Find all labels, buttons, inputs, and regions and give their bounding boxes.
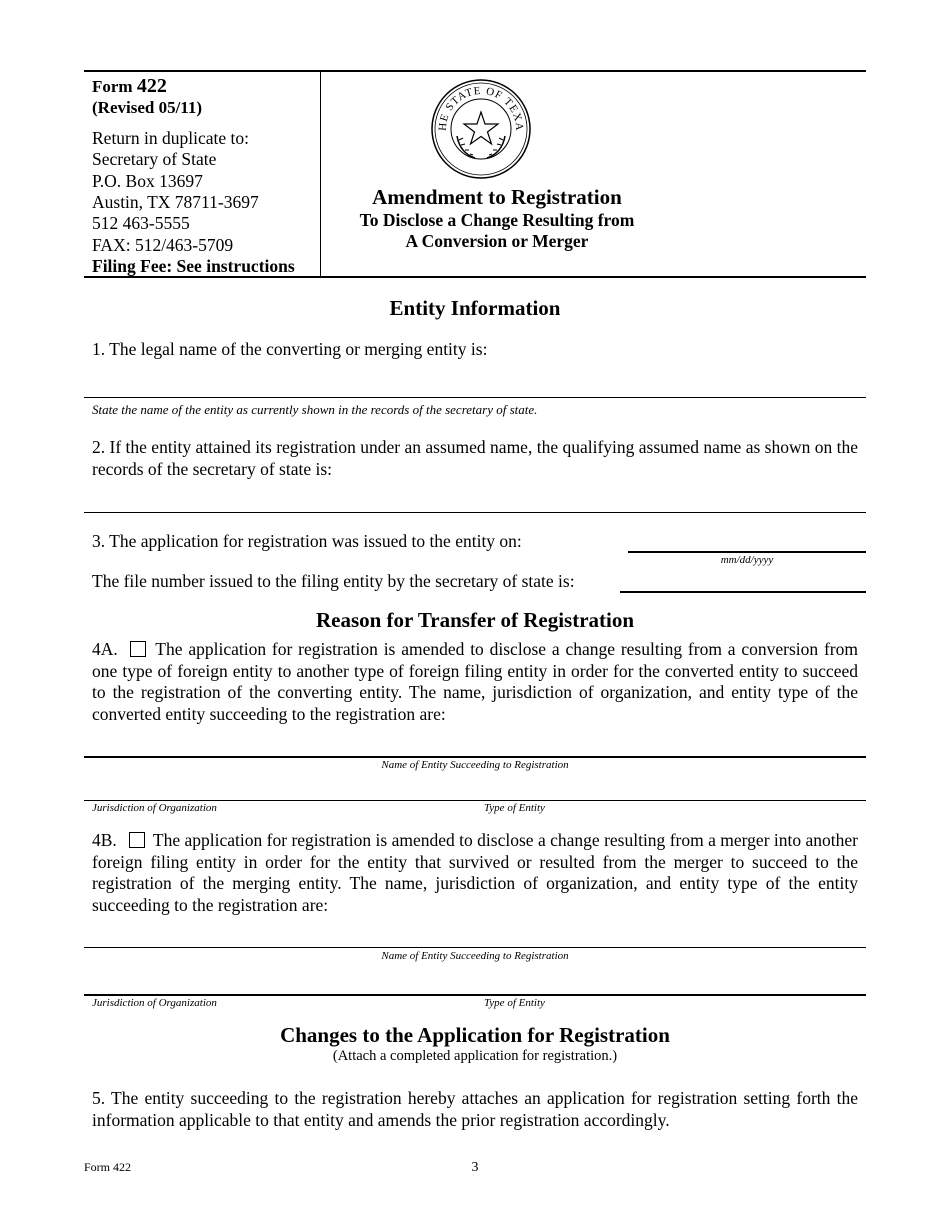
- revised-date: (Revised 05/11): [92, 98, 203, 117]
- address-line: 512 463-5555: [92, 213, 190, 233]
- address-line: Return in duplicate to:: [92, 128, 249, 148]
- 4a-entity-name-field[interactable]: [84, 756, 866, 758]
- option-4b-label: 4B.: [92, 830, 117, 850]
- 4b-type-caption: Type of Entity: [484, 997, 545, 1009]
- form-subtitle-2: A Conversion or Merger: [405, 231, 589, 251]
- assumed-name-field[interactable]: [84, 512, 866, 513]
- form-number-label: [92, 75, 167, 98]
- address-line: FAX: 512/463-5709: [92, 235, 234, 255]
- registration-date-field[interactable]: [628, 551, 866, 553]
- option-4b-checkbox[interactable]: [129, 832, 145, 848]
- form-prefix: Form: [92, 77, 137, 96]
- 4b-entity-name-caption: Name of Entity Succeeding to Registration: [381, 950, 569, 962]
- option-4a-text: The application for registration is amended to disclose a change resulting from a conversion from one type of foreign entity to another type of foreign filing entity in order for the converted entity to succeed to the registration of the converting entity. The name, jurisdiction of organization, and entity type of the converted entity succeeding to the registration are:: [92, 639, 858, 724]
- 4b-jurisdiction-type-field[interactable]: [84, 994, 866, 996]
- seal-text: HE STATE OF TEXA: [436, 84, 526, 132]
- form-title: Amendment to Registration: [372, 185, 622, 209]
- reason-heading: Reason for Transfer of Registration: [315, 608, 635, 632]
- question-2: 2. If the entity attained its registration under an assumed name, the qualifying assumed name as shown on the records of the secretary of state is:: [92, 437, 858, 479]
- option-4b-text: The application for registration is amended to disclose a change resulting from a merger into another foreign filing entity in order for the entity that survived or resulted from the merger to succeed to the registration of the merging entity. The name, jurisdiction of organization, and entity type of the entity succeeding to the registration are:: [92, 830, 859, 915]
- state-seal: [430, 78, 532, 180]
- form-number: 422: [136, 75, 167, 97]
- question-1-note: State the name of the entity as currently shown in the records of the secretary of state.: [92, 402, 538, 417]
- file-number-field[interactable]: [620, 591, 866, 593]
- question-1: 1. The legal name of the converting or merging entity is:: [92, 339, 488, 359]
- header-divider: [320, 70, 321, 278]
- 4a-type-caption: Type of Entity: [484, 802, 545, 814]
- footer-form-label: Form 422: [84, 1160, 132, 1174]
- option-4b: [92, 830, 858, 916]
- option-4a-checkbox[interactable]: [130, 641, 146, 657]
- address-line: Secretary of State: [92, 149, 217, 169]
- question-5: 5. The entity succeeding to the registration hereby attaches an application for registration setting forth the information applicable to that entity and amends the prior registration accordingly.: [92, 1088, 858, 1130]
- file-number-label: The file number issued to the filing entity by the secretary of state is:: [92, 571, 575, 591]
- page-number: 3: [471, 1160, 479, 1175]
- texas-seal-icon: [430, 78, 532, 180]
- 4a-jurisdiction-caption: Jurisdiction of Organization: [92, 802, 217, 814]
- changes-note: (Attach a completed application for registration.): [332, 1048, 618, 1064]
- entity-info-heading: Entity Information: [389, 296, 561, 320]
- date-format-caption: mm/dd/yyyy: [720, 554, 774, 566]
- header-top-rule: [84, 70, 866, 72]
- form-subtitle-1: To Disclose a Change Resulting from: [359, 210, 635, 230]
- option-4a-label: 4A.: [92, 639, 118, 659]
- 4b-entity-name-field[interactable]: [84, 947, 866, 948]
- 4a-entity-name-caption: Name of Entity Succeeding to Registration: [381, 759, 569, 771]
- question-3: 3. The application for registration was issued to the entity on:: [92, 531, 522, 551]
- filing-fee: Filing Fee: See instructions: [92, 256, 295, 276]
- address-line: P.O. Box 13697: [92, 171, 203, 191]
- option-4a: [92, 639, 858, 725]
- legal-name-field[interactable]: [84, 397, 866, 398]
- address-line: Austin, TX 78711-3697: [92, 192, 259, 212]
- 4b-jurisdiction-caption: Jurisdiction of Organization: [92, 997, 217, 1009]
- changes-heading: Changes to the Application for Registration: [280, 1023, 670, 1047]
- 4a-jurisdiction-type-field[interactable]: [84, 800, 866, 801]
